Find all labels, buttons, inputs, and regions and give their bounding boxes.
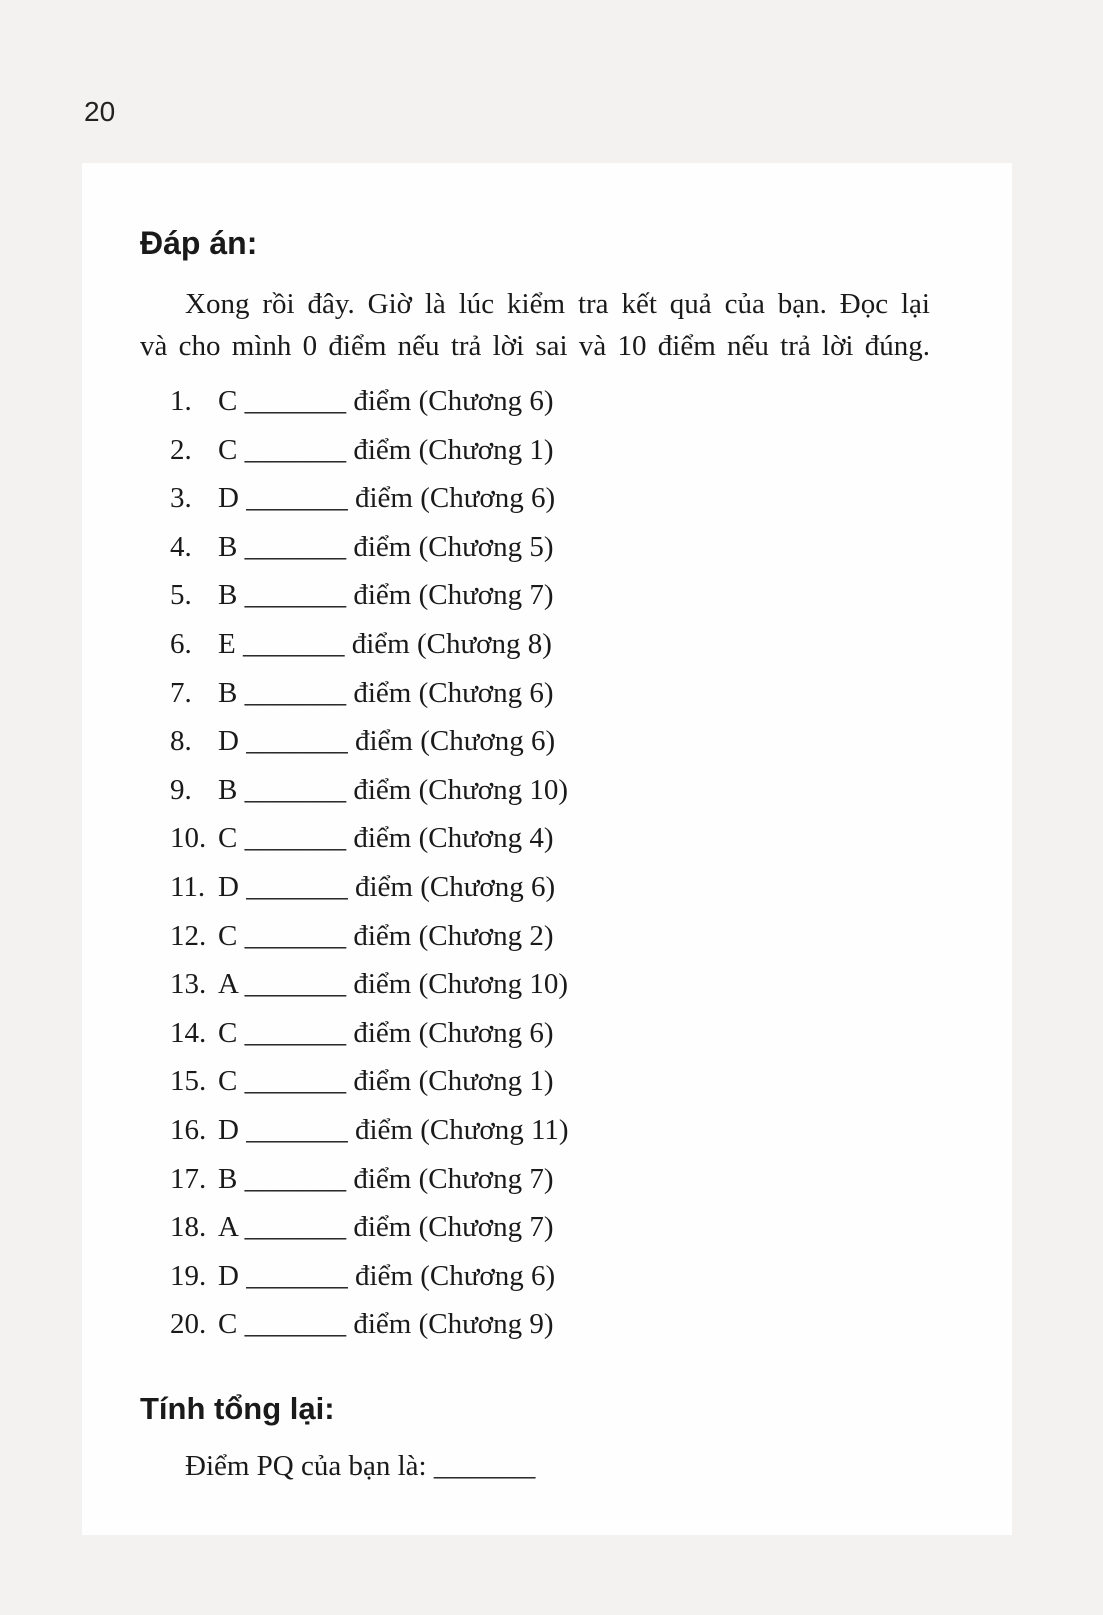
- answer-letter: C: [218, 433, 238, 466]
- answer-blank-line: _______: [246, 1259, 348, 1292]
- answer-row: [170, 863, 930, 912]
- answer-points-chapter: điểm (Chương 6): [354, 870, 556, 903]
- answer-blank-line: _______: [244, 822, 347, 855]
- answer-points-chapter: điểm (Chương 5): [353, 530, 554, 563]
- answer-row: [170, 814, 930, 863]
- answer-number: 13.: [170, 968, 207, 1001]
- answer-points-chapter: điểm (Chương 6): [353, 385, 554, 417]
- intro-line: Xong rồi đây. Giờ là lúc kiểm tra kết quả của bạn. Đọc lại: [185, 288, 930, 320]
- answer-number: 17.: [170, 1162, 207, 1195]
- answer-letter: E: [218, 627, 236, 660]
- answer-row: [170, 474, 930, 523]
- answer-number: 1.: [170, 385, 192, 417]
- answer-blank-line: _______: [244, 385, 347, 417]
- answer-row: [170, 960, 930, 1009]
- answer-number: 12.: [170, 919, 207, 952]
- answer-blank-line: _______: [246, 725, 348, 758]
- answer-blank-line: _______: [244, 433, 347, 466]
- answer-blank-line: _______: [242, 627, 345, 660]
- answer-letter: B: [218, 1162, 238, 1195]
- answer-number: 8.: [170, 725, 192, 758]
- answer-row: [170, 1009, 930, 1058]
- total-heading: Tính tổng lại:: [140, 1390, 335, 1426]
- answer-points-chapter: điểm (Chương 8): [351, 627, 552, 660]
- answer-row: [170, 1203, 930, 1252]
- answer-row: [170, 1252, 930, 1301]
- answer-blank-line: _______: [244, 1308, 347, 1341]
- answer-row: [170, 523, 930, 572]
- answer-number: 4.: [170, 530, 192, 563]
- answer-points-chapter: điểm (Chương 6): [353, 1016, 554, 1049]
- answer-number: 2.: [170, 433, 192, 466]
- answer-points-chapter: điểm (Chương 1): [353, 1065, 554, 1098]
- answer-points-chapter: điểm (Chương 6): [354, 1259, 556, 1292]
- page-number: 20: [84, 96, 116, 127]
- answer-points-chapter: điểm (Chương 7): [353, 1211, 554, 1244]
- total-line: [185, 1445, 930, 1487]
- answer-number: 3.: [170, 482, 192, 515]
- answer-letter: C: [218, 919, 238, 952]
- answer-points-chapter: điểm (Chương 6): [354, 482, 556, 515]
- answer-row: [170, 717, 930, 766]
- answer-number: 15.: [170, 1065, 207, 1098]
- answer-row: [170, 377, 930, 426]
- answer-row: [170, 1106, 930, 1155]
- answer-blank-line: _______: [244, 1065, 347, 1098]
- answer-letter: D: [218, 1113, 239, 1146]
- answer-row: [170, 620, 930, 669]
- answer-points-chapter: điểm (Chương 1): [353, 433, 554, 466]
- answer-number: 6.: [170, 627, 192, 660]
- answer-row: [170, 426, 930, 475]
- answer-blank-line: _______: [246, 870, 348, 903]
- answer-letter: C: [218, 1308, 238, 1341]
- answer-blank-line: _______: [244, 530, 347, 563]
- answer-number: 20.: [170, 1308, 207, 1341]
- total-label: Điểm PQ của bạn là:: [185, 1449, 427, 1482]
- answer-letter: A: [218, 1211, 238, 1244]
- answer-number: 9.: [170, 773, 192, 806]
- answer-number: 14.: [170, 1016, 207, 1049]
- answer-row: [170, 1155, 930, 1204]
- intro-line: và cho mình 0 điểm nếu trả lời sai và 10 điểm nếu trả lời đúng.: [140, 330, 930, 362]
- answer-key-heading: Đáp án:: [140, 225, 258, 261]
- answer-row: [170, 766, 930, 815]
- answer-row: [170, 1057, 930, 1106]
- answer-blank-line: _______: [244, 968, 347, 1001]
- answer-blank-line: _______: [246, 1113, 348, 1146]
- answer-letter: B: [218, 530, 238, 563]
- answer-blank-line: _______: [244, 919, 347, 952]
- answer-number: 5.: [170, 579, 192, 612]
- answer-points-chapter: điểm (Chương 10): [353, 968, 569, 1001]
- answer-letter: B: [218, 676, 238, 709]
- answer-points-chapter: điểm (Chương 11): [354, 1113, 569, 1146]
- answer-letter: A: [218, 968, 238, 1001]
- answer-blank-line: _______: [244, 1162, 347, 1195]
- answer-number: 10.: [170, 822, 207, 855]
- answer-points-chapter: điểm (Chương 10): [353, 773, 569, 806]
- answer-blank-line: _______: [244, 1211, 347, 1244]
- answer-points-chapter: điểm (Chương 6): [354, 725, 556, 758]
- answer-points-chapter: điểm (Chương 2): [353, 919, 554, 952]
- answer-blank-line: _______: [244, 579, 347, 612]
- answer-points-chapter: điểm (Chương 4): [353, 822, 554, 855]
- book-page-sheet: [82, 163, 1012, 1535]
- answer-number: 16.: [170, 1113, 207, 1146]
- answer-row: [170, 571, 930, 620]
- answer-number: 18.: [170, 1211, 207, 1244]
- answer-points-chapter: điểm (Chương 6): [353, 676, 554, 709]
- answer-letter: D: [218, 1259, 239, 1292]
- answer-number: 7.: [170, 676, 192, 709]
- total-blank-line: _______: [433, 1449, 536, 1482]
- answer-letter: B: [218, 579, 238, 612]
- answer-blank-line: _______: [244, 1016, 347, 1049]
- answer-letter: C: [218, 1065, 238, 1098]
- answer-letter: C: [218, 1016, 238, 1049]
- answer-points-chapter: điểm (Chương 9): [353, 1308, 554, 1341]
- answer-letter: C: [218, 385, 238, 417]
- answer-blank-line: _______: [244, 676, 347, 709]
- answer-number: 11.: [170, 870, 206, 903]
- answer-list: [140, 377, 930, 1349]
- answer-row: [170, 669, 930, 718]
- answer-row: [170, 1300, 930, 1349]
- intro-paragraph: [140, 283, 930, 367]
- answer-points-chapter: điểm (Chương 7): [353, 1162, 554, 1195]
- answer-letter: B: [218, 773, 238, 806]
- answer-row: [170, 912, 930, 961]
- answer-points-chapter: điểm (Chương 7): [353, 579, 554, 612]
- answer-blank-line: _______: [244, 773, 347, 806]
- answer-blank-line: _______: [246, 482, 348, 515]
- answer-letter: C: [218, 822, 238, 855]
- answer-letter: D: [218, 870, 239, 903]
- answer-letter: D: [218, 725, 239, 758]
- answer-number: 19.: [170, 1259, 207, 1292]
- answer-letter: D: [218, 482, 239, 515]
